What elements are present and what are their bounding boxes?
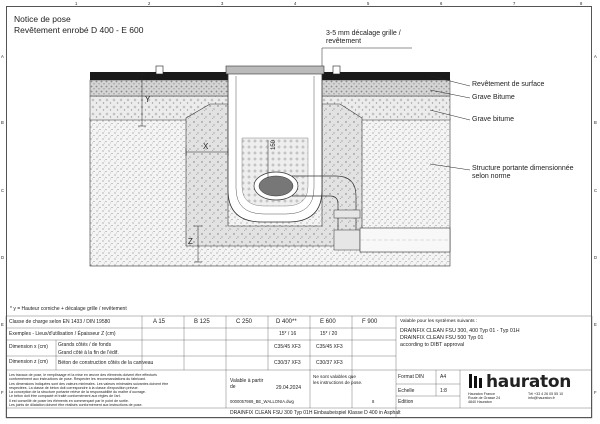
concrete-d400-z: C30/37 XF3 [274,360,301,366]
title-line-1: Notice de pose [14,14,71,24]
dim-y-label: Y [145,95,151,104]
border-mark-1: 1 [75,1,78,6]
class-b125: B 125 [194,319,210,325]
sub-label-1: Grands côtés / de fonds [58,342,112,348]
class-c250: C 250 [236,319,253,325]
row-label-load-class: Classe de charge selon EN 1433 / DIN 19580 [9,319,111,325]
callout-grave-bitume: Grave Bitume [472,94,515,101]
border-mark-6: 6 [440,1,443,6]
format-label: Format DIN [398,374,424,380]
class-f900: F 900 [362,319,378,325]
document-id: 0000057989_BE_WALLONIA.dwg [230,399,294,404]
border-mark-b: B [1,120,4,125]
grate [226,66,324,74]
border-mark-2: 2 [148,1,151,6]
sub-label-2: Grand côté à la fin de l'édif. [58,350,119,356]
company-logo: hauraton [486,372,572,392]
concrete-e600-z: C30/37 XF3 [316,360,343,366]
border-mark-a: A [1,54,4,59]
dim-150-label: 150 [271,139,277,150]
border-mark-4: 4 [294,1,297,6]
dim-x-label: X [203,142,209,151]
row-label-examples: Exemples - Lieux/d'utilisation / Épaisseur Z (cm) [9,331,116,337]
callout-structure: Structure portante dimensionnée selon norme [472,165,574,180]
concrete-e600-x: C35/45 XF3 [316,344,343,350]
d400-thickness: 15* / 16 [279,331,297,337]
border-mark-e: E [1,322,4,327]
border-mark-a-right: A [594,54,597,59]
border-mark-e-right: E [594,322,597,327]
title-line-2: Revêtement enrobé D 400 - E 600 [14,25,144,35]
border-mark-d-right: D [594,255,598,260]
e600-thickness: 15* / 20 [320,331,338,337]
hauraton-logo-mark [469,374,482,388]
row-label-dim-x: Dimension x (cm) [9,344,48,350]
border-mark-f: F [1,390,4,395]
callout-grille-offset: 3-5 mm décalage grille / revêtement [326,30,401,45]
validity-warning: Ne sont valables que les instructions de pose. [313,374,363,385]
drawing-caption: DRAINFIX CLEAN FSU 300 Typ 01H Einbaubeispiel Klasse D 400 in Asphalt [230,410,401,416]
concrete-d400-x: C35/45 XF3 [274,344,301,350]
validity-block: Valable à partir de [230,378,264,390]
border-mark-8: 8 [580,1,583,6]
company-address: Hauraton France Route de Grasse 24 4840 Hauraton [468,392,501,405]
class-a15: A 15 [153,319,166,325]
border-mark-c-right: C [594,188,598,193]
callout-grave-bitume-lower: Grave bitume [472,116,515,123]
edition-label: Edition [398,399,414,405]
border-mark-7: 7 [513,1,516,6]
page-number: 8 [372,399,375,404]
class-e600: E 600 [320,319,336,325]
border-mark-5: 5 [367,1,370,6]
valid-systems: Valable pour les systèmes suivants : DRAINFIX CLEAN FSU 300, 400 Typ 01 - Typ 01H DRAINFIX CLEAN FSU 500 Typ 01 according to DIBT approval [400,319,520,348]
sub-label-3: Béton de construction côtés de la caniveau [58,360,154,366]
validity-date: 29.04.2024 [276,385,302,391]
border-mark-f-right: F [594,390,597,395]
scale-value: 1:8 [440,388,447,394]
row-label-dim-z: Dimension z (cm) [9,359,48,365]
dim-z-label: Z [188,237,193,246]
company-contact: Tél +33 4 26 05 55 10 info@hauraton.fr [528,392,564,401]
border-mark-b-right: B [594,120,597,125]
border-mark-d: D [1,255,5,260]
installation-notes: Les travaux de pose, le remplissage et la mise en œuvre des éléments doivent être effectués conformément aux instructions de pose. Respecter les recommandations du fabricant. Les dimensions indiquées sont des valeurs minimales. Les valeurs minimales suivantes doivent être respectées. La classe de béton doit correspondre à la classe d'exposition prévue. La conception de la structure portante relève de la responsabilité du maître d'ouvrage. Le béton doit être compacté et traité conformément aux règles de l'art. Il est conseillé de poser les éléments en commençant par le point de sortie. Les joints de dilatation doivent être réalisés conformément aux instructions de pose. [9,373,169,408]
border-mark-3: 3 [221,1,224,6]
format-value: A4 [440,374,447,380]
footnote: * y = Hauteur corniche + décalage grille / revêtement [10,306,127,312]
callout-surface: Revêtement de surface [472,81,545,88]
scale-label: Echelle [398,388,415,394]
class-d400: D 400** [276,319,297,325]
border-mark-c: C [1,188,5,193]
